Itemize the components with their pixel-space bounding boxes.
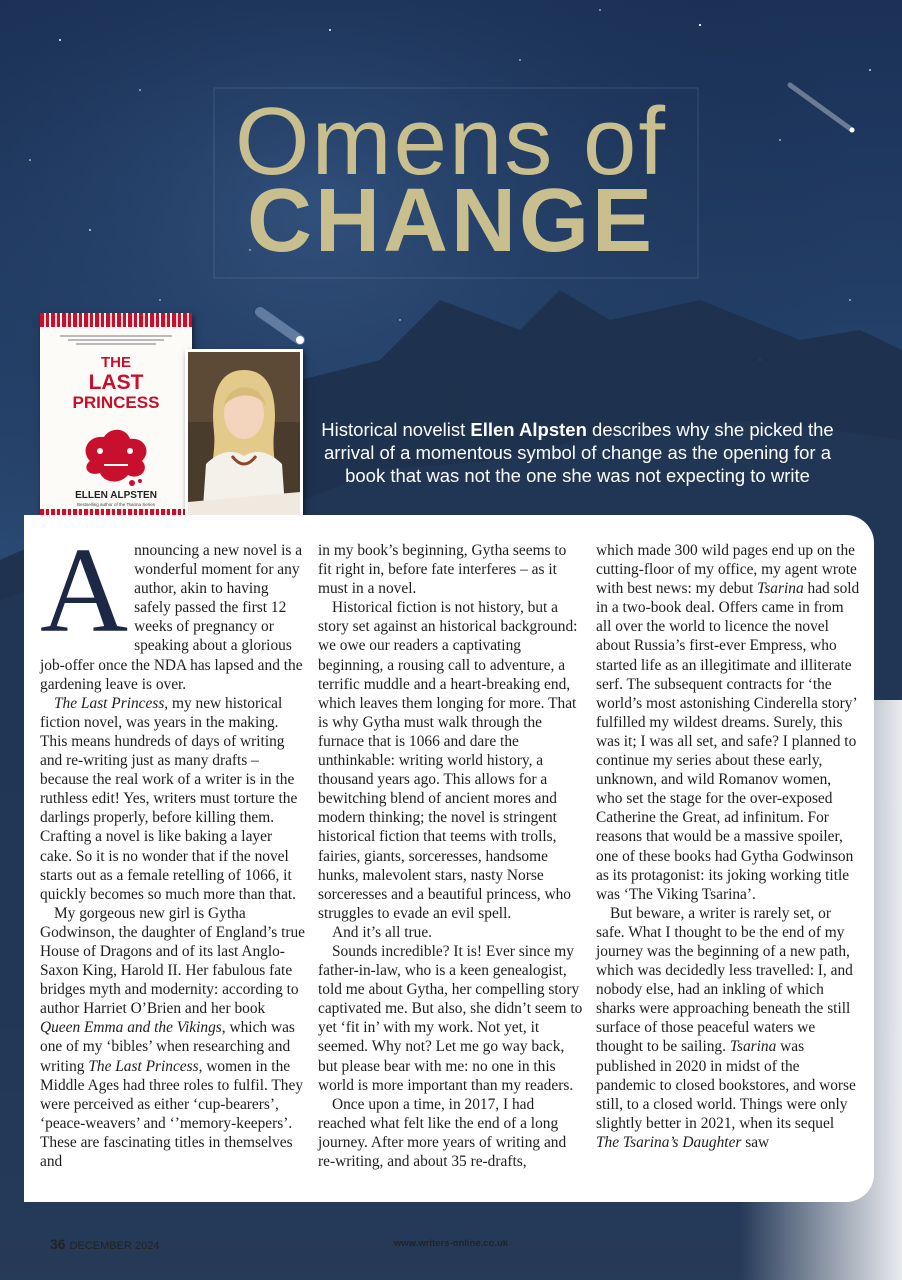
article-column-3 bbox=[596, 541, 861, 1152]
cover-border-top bbox=[40, 313, 192, 327]
headline-line-2: CHANGE bbox=[246, 171, 655, 271]
cover-title: THE LAST PRINCESS bbox=[72, 354, 160, 412]
standfirst-author: Ellen Alpsten bbox=[470, 419, 587, 440]
author-photo bbox=[185, 349, 303, 525]
cover-blurb-lines bbox=[50, 333, 182, 347]
issue-date: DECEMBER 2024 bbox=[69, 1240, 160, 1252]
standfirst: Historical novelist Ellen Alpsten describes why she picked the arrival of a momentous symbol of change as the opening for a book that was not the one she was not expecting to write bbox=[321, 419, 834, 486]
paragraph: And it’s all true. bbox=[332, 923, 433, 941]
paragraph: Sounds incredible? It is! Ever since my father-in-law, who is a keen genealogist, told me about Gytha, her compelling story captivated me. But also, she didn’t seem to yet ‘fit in’ with my work. Not yet, it seemed. Why not? Let me go way back, but please bear with me: no one in this world is more important than my readers. bbox=[318, 942, 583, 1094]
dragon-emblem-icon bbox=[70, 421, 162, 487]
headline-line-1: Omens of bbox=[234, 88, 668, 195]
article-lead: nnouncing a new novel is a wonderful moment for any author, akin to having safely passed the first 12 weeks of pregnancy or speaking about a glorious job-offer once the NDA has lapsed and the gardening leave is over. bbox=[40, 542, 303, 693]
paragraph: Historical fiction is not history, but a story set against an historical background: we owe our readers a captivating beginning, a rousing call to adventure, a terrific muddle and a heart-breaking end, which leaves them longing for more. That is why Gytha must walk through the furnace that is 1066 and dare the unthinkable: writing world history, a thousand years ago. This allows for a bewitching blend of ancient mores and modern thinking; the novel is stringent historical fiction that teems with trolls, fairies, giants, sorceresses, handsome hunks, malevolent stars, nasty Norse sorceresses and a beautiful princess, who struggles to evade an evil spell. bbox=[318, 599, 578, 922]
article-column-2 bbox=[318, 541, 583, 1171]
paragraph: which made 300 wild pages end up on the cutting-floor of my office, my agent wrote with best news: my debut Tsarina had sold in a two-book deal. Offers came in from all over the world to licence the novel about Russia’s first-ever Empress, who started life as an illegitimate and illiterate serf. The subsequent contracts for ‘the world’s most astonishing Cinderella story’ fulfilled my wildest dreams. Surely, this was it; I was all set, and safe? I planned to continue my series about these early, unknown, and wild Romanov women, who set the stage for the over-exposed Catherine the Great, ad infinitum. For reasons that would be a massive spoiler, one of these books had Gytha Godwinson as its protagonist: its joking working title was ‘The Viking Tsarina’. bbox=[596, 542, 860, 903]
page-number: 36 bbox=[50, 1236, 66, 1252]
paragraph: My gorgeous new girl is Gytha Godwinson, the daughter of England’s true House of Dragons and of its last Anglo-Saxon King, Harold II. Her fabulous fate bridges myth and modernity: according to author Harriet O’Brien and her book Queen Emma and the Vikings, which was one of my ‘bibles’ when researching and writing The Last Princess, women in the Middle Ages had three roles to fulfil. They were perceived as either ‘cup-bearers’, ‘peace-weavers’ and ‘’memory-keepers’. These are fascinating titles in themselves and bbox=[40, 904, 306, 1170]
book-cover-image bbox=[40, 313, 192, 523]
cover-author: ELLEN ALPSTEN bbox=[75, 490, 157, 501]
paragraph: The Last Princess, my new historical fiction novel, was years in the making. This means hundreds of days of writing and re-writing just as many drafts – because the real work of a writer is in the ruthless edit! Yes, writers must torture the darlings properly, before killing them. Crafting a novel is like baking a layer cake. So it is no wonder that if the novel starts out as a female retelling of 1066, it quickly becomes so much more than that. bbox=[40, 694, 298, 903]
cover-author-subtitle: Bestselling author of the Tsarina Series bbox=[77, 502, 155, 507]
website-url[interactable]: www.writers-online.co.uk bbox=[393, 1238, 509, 1249]
article-column-1 bbox=[40, 523, 306, 1171]
paragraph: Once upon a time, in 2017, I had reached what felt like the end of a long journey. After more years of writing and re-writing, and about 35 re-drafts, bbox=[318, 1095, 567, 1170]
paragraph: in my book’s beginning, Gytha seems to fit right in, before fate interferes – as it must in a novel. bbox=[318, 542, 567, 598]
paragraph: But beware, a writer is rarely set, or safe. What I thought to be the end of my journey was the beginning of a new path, which was decidedly less travelled: I, and nobody else, had an inkling of which sharks were approaching beneath the still surface of those peaceful waters we thought to be sailing. Tsarina was published in 2020 in midst of the pandemic to closed bookstores, and worse still, to a closed world. Things were only slightly better in 2021, when its sequel The Tsarina’s Daughter saw bbox=[596, 904, 856, 1151]
drop-cap: A bbox=[40, 523, 129, 658]
